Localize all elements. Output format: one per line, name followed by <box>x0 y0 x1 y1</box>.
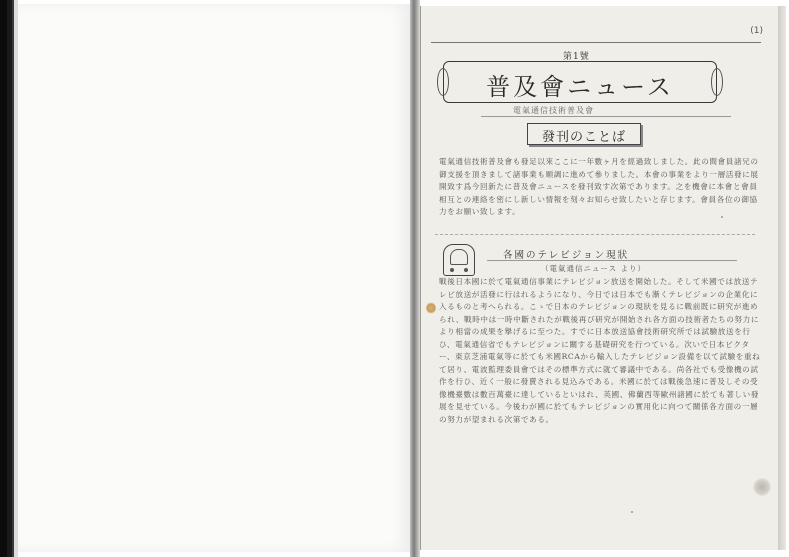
foreword-heading-frame <box>527 123 641 145</box>
masthead-frame <box>443 61 717 103</box>
foreword-paragraph: 電氣通信技術普及會も發足以來ここに一年數ヶ月を經過致しました。此の間會員諸兄の御支援を頂きまして諸事業も順調に進めて參りました。本會の事業をより一層活發に展開致す爲今回新たに普及會ニュースを發刊致す次第であります。之を機會に本會と會員相互との連絡を密にし新しい情報を刻々お知らせ致したいと存じます。會員各位の御協力をお願い致します。 <box>439 157 759 216</box>
left-blank-page <box>18 4 410 552</box>
issue-number: 第1號 <box>563 52 590 62</box>
paper-speck <box>631 511 633 513</box>
radio-dial <box>450 249 468 265</box>
masthead-rule <box>481 116 731 117</box>
radio-knob-right <box>464 268 468 272</box>
paper-speck <box>721 216 723 218</box>
radio-set-icon <box>443 244 475 276</box>
article-body: 戰後日本國に於て電氣通信事業にテレビジョン放送を開始した。そして米國では放送テレビ放送が活發に行はれるようになり、今日では日本でも漸くテレビジョンの企業化に入るものと考へられる。こゝで日本のテレビジョンの現狀を見るに戰前既に研究が進められ、戰時中は一時中斷されたが戰後再び研究が開始され各方面の技術者たちの努力により相當の成果を擧げるに至つた。すでに日本放送協會技術研究所では試驗放送を行ひ、電氣通信省でもテレビジョンに關する基礎研究を行つている。次いで日本ビクター、東京芝浦電氣等に於ても米國RCAから輸入したテレビジョン設備を以て試驗を重ねて居り、電波監理委員會ではその標準方式に就て審議中である。尚各社でも受像機の試作を行ひ、近く一般に發賣される見込みである。米國に於ては戰後急速に普及しその受像機臺數は數百萬臺に達しているといはれ、英國、佛蘭西等歐州諸國に於ても著しい發展を見せている。今後わが國に於てもテレビジョンの實用化に向つて關係各方面の一層の努力が望まれる次第である。 <box>439 277 761 424</box>
article-rule <box>487 260 737 261</box>
library-stamp <box>753 478 771 496</box>
paper-stain <box>426 302 436 314</box>
newsletter-page <box>420 6 779 550</box>
page-edge <box>778 6 786 550</box>
publisher-name: 電氣通信技術普及會 <box>513 106 594 115</box>
page-number: (1) <box>750 26 763 36</box>
article-title: 各國のテレビジョン現狀 <box>503 250 630 261</box>
page-gutter <box>410 0 420 557</box>
book-binding <box>0 0 18 557</box>
radio-knob-left <box>450 268 454 272</box>
foreword-heading: 發刊のことば <box>541 130 626 145</box>
article-subtitle: （電氣通信ニュース より） <box>541 264 647 273</box>
section-divider <box>435 234 755 235</box>
top-rule <box>431 42 761 43</box>
masthead-title: 普及會ニュース <box>486 73 674 101</box>
